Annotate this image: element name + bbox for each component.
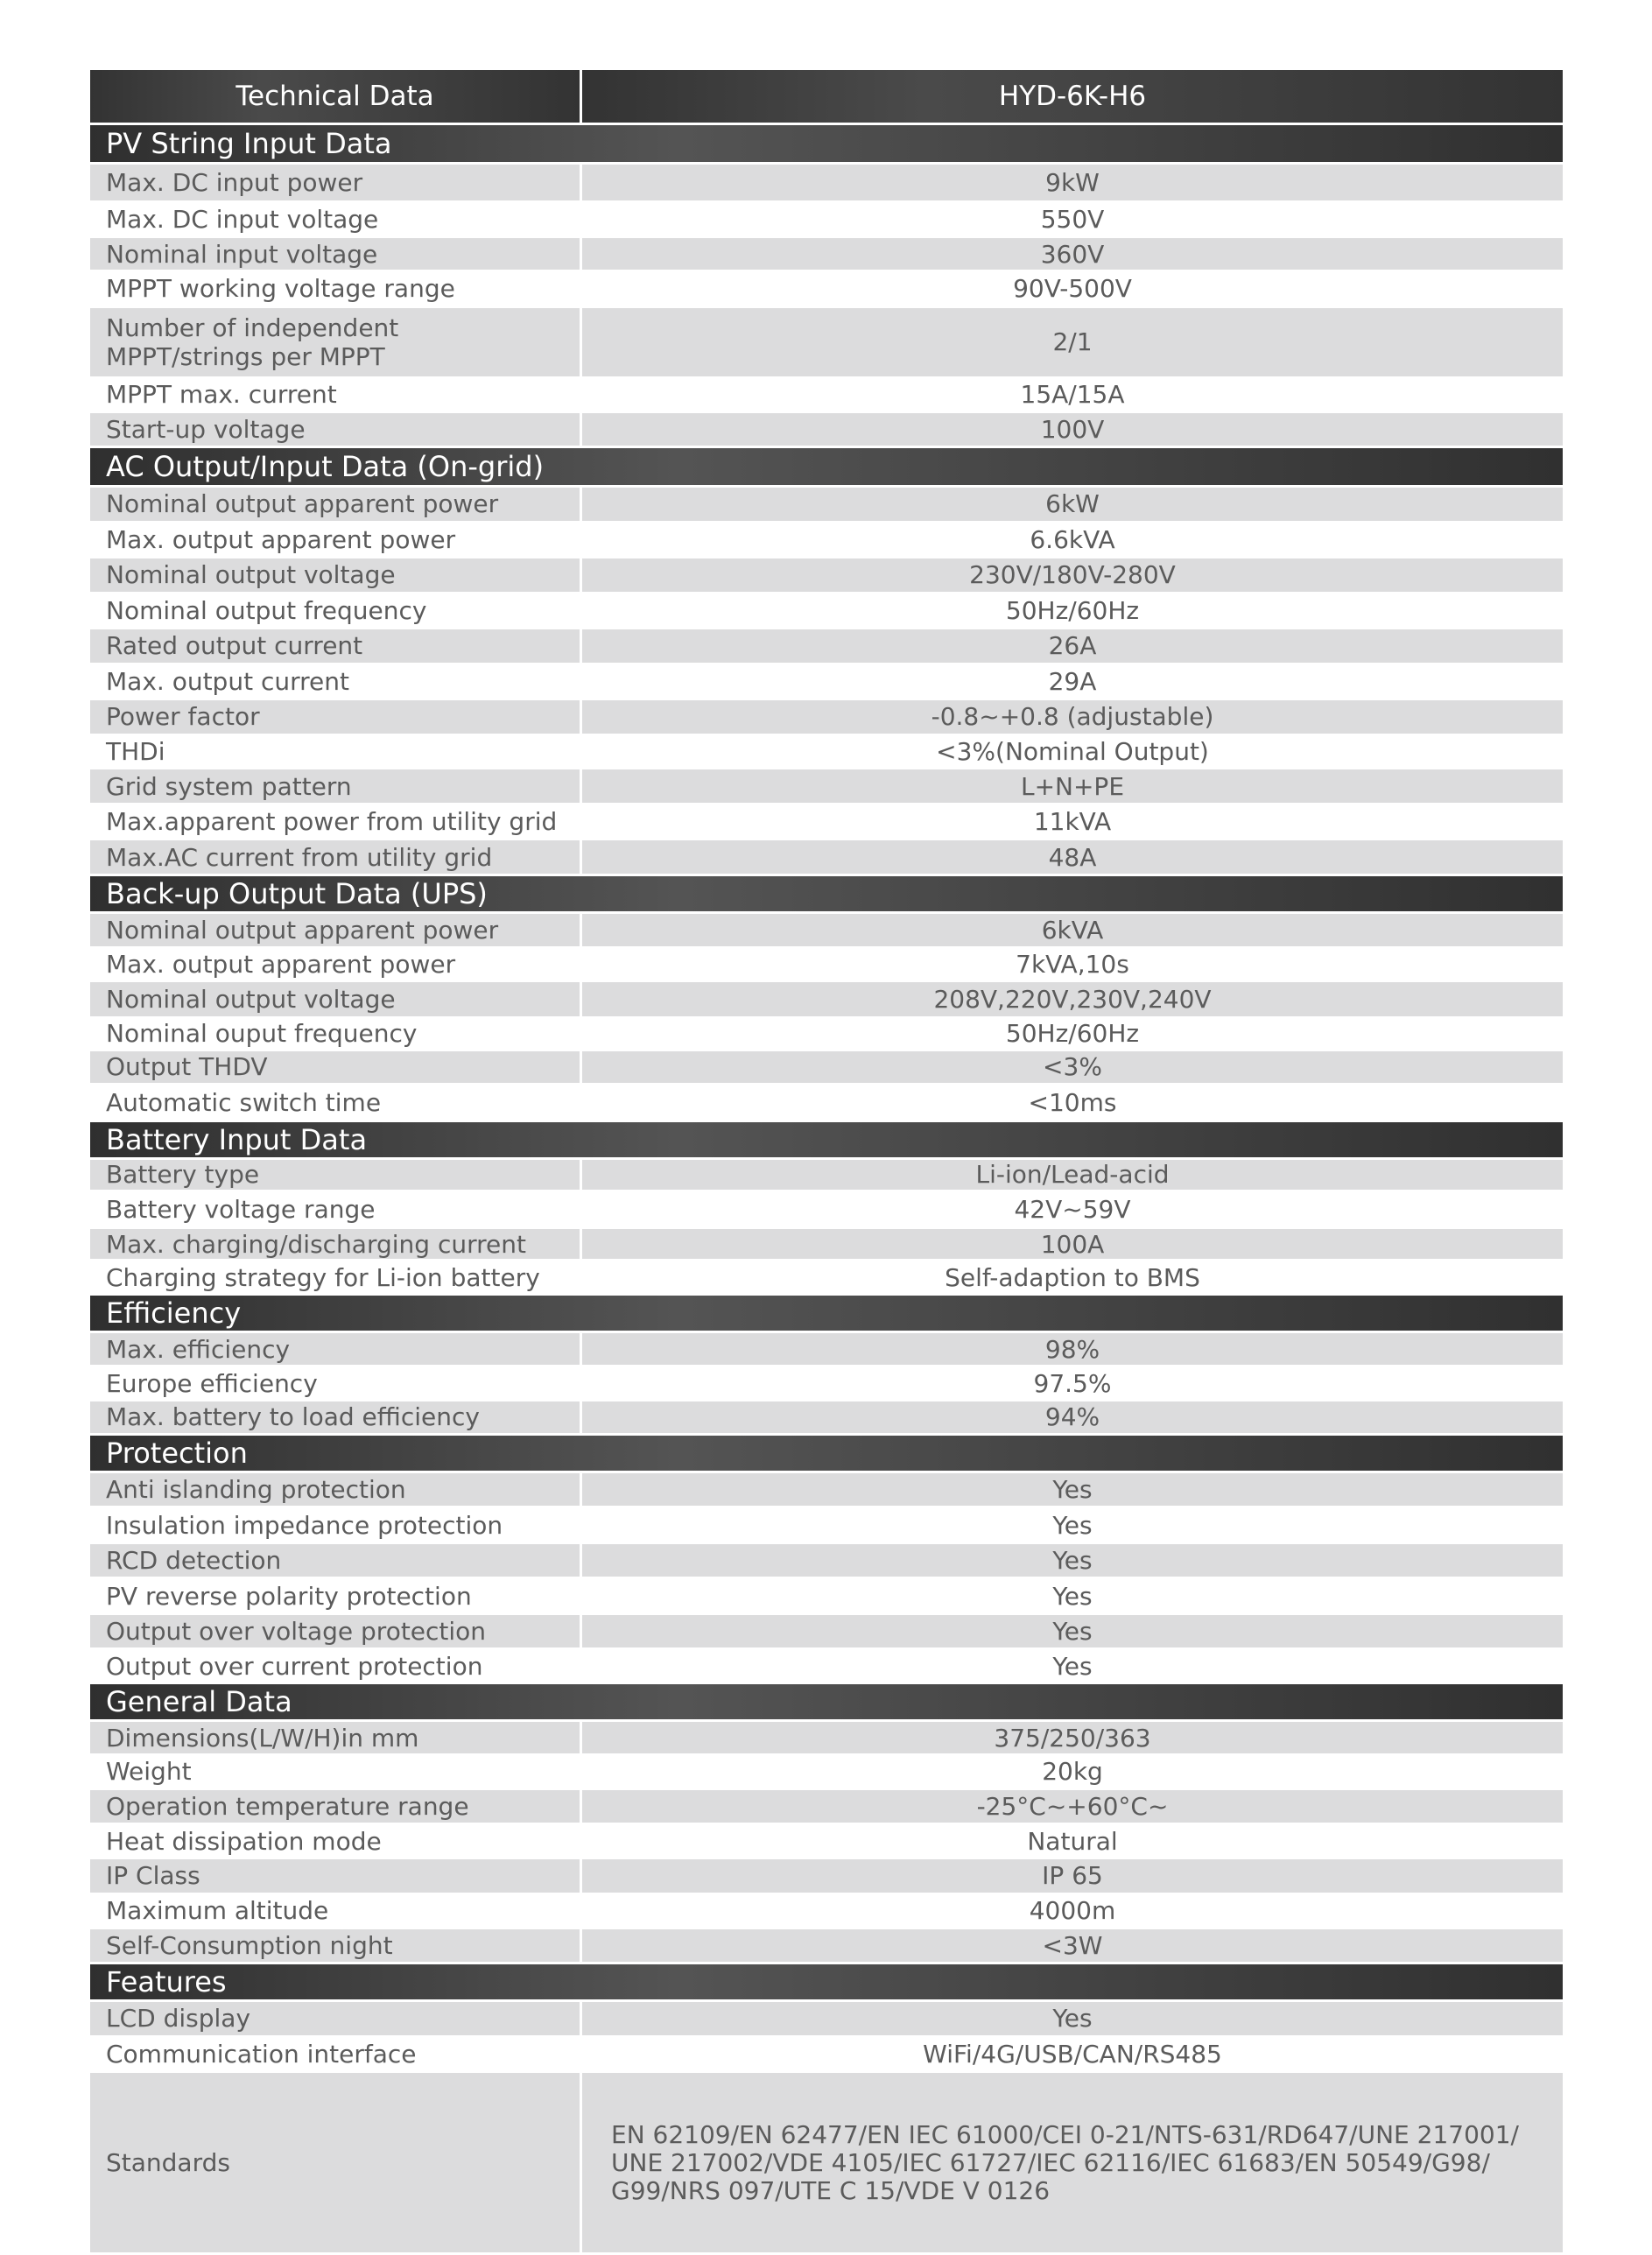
- table-body: [90, 125, 1563, 2252]
- row-value: 230V/180V-280V: [582, 558, 1563, 591]
- row-value: 20kg: [1042, 1757, 1103, 1787]
- table-header: [90, 70, 1563, 123]
- row-label: Max. charging/discharging current: [90, 1229, 580, 1259]
- row-value: Yes: [582, 1544, 1563, 1577]
- table-row: [90, 1895, 1563, 1927]
- row-value: Yes: [1052, 1651, 1093, 1681]
- row-label: Nominal ouput frequency: [106, 1019, 418, 1049]
- row-label: Start-up voltage: [90, 413, 580, 446]
- row-value: 48A: [582, 840, 1563, 873]
- table-row: [90, 1019, 1563, 1049]
- row-label: MPPT max. current: [106, 380, 337, 410]
- section-title: Efficiency: [90, 1296, 1563, 1331]
- row-value: 550V: [1040, 204, 1105, 234]
- row-label: Weight: [106, 1757, 192, 1787]
- table-row: [90, 736, 1563, 768]
- row-value: 4000m: [1029, 1896, 1116, 1926]
- table-row: [90, 1367, 1563, 1399]
- row-label: Max. output apparent power: [106, 524, 456, 554]
- section-title: Back-up Output Data (UPS): [90, 876, 1563, 911]
- row-value: -0.8~+0.8 (adjustable): [582, 700, 1563, 733]
- row-value: 15A/15A: [1020, 380, 1125, 410]
- row-value: 6kW: [582, 488, 1563, 520]
- row-value: 97.5%: [1033, 1368, 1112, 1398]
- table-row: [90, 629, 1563, 662]
- table-row: [90, 203, 1563, 235]
- section-title: Battery Input Data: [90, 1122, 1563, 1157]
- table-row: [90, 840, 1563, 873]
- table-row: [90, 1790, 1563, 1823]
- row-label: Grid system pattern: [90, 769, 580, 802]
- row-label: Max. output apparent power: [106, 949, 456, 979]
- table-row: [90, 805, 1563, 838]
- row-label: Europe efficiency: [106, 1368, 318, 1398]
- row-value: 50Hz/60Hz: [1005, 595, 1140, 625]
- row-label: Nominal output apparent power: [90, 488, 580, 520]
- row-label: Power factor: [90, 700, 580, 733]
- row-label: IP Class: [90, 1859, 580, 1892]
- row-label: Automatic switch time: [106, 1087, 382, 1117]
- row-label: Nominal output voltage: [90, 558, 580, 591]
- row-label: Output over voltage protection: [90, 1615, 580, 1647]
- table-row: [90, 1229, 1563, 1259]
- row-value: Self-adaption to BMS: [945, 1262, 1200, 1292]
- table-row: [90, 1051, 1563, 1083]
- row-label: Operation temperature range: [90, 1790, 580, 1823]
- row-label: Max. DC input voltage: [106, 204, 379, 234]
- row-value: <3%: [582, 1051, 1563, 1083]
- row-value: 94%: [582, 1401, 1563, 1433]
- table-row: [90, 700, 1563, 733]
- table-row: [90, 523, 1563, 556]
- row-label: Max. efficiency: [90, 1333, 580, 1365]
- row-label: Heat dissipation mode: [106, 1826, 382, 1856]
- row-value: IP 65: [582, 1859, 1563, 1892]
- row-label: Nominal input voltage: [90, 238, 580, 270]
- table-row: [90, 379, 1563, 411]
- row-label: Output over current protection: [106, 1651, 483, 1681]
- row-label: Output THDV: [90, 1051, 580, 1083]
- row-value: 9kW: [582, 165, 1563, 200]
- row-value: 360V: [582, 238, 1563, 270]
- row-value: Li-ion/Lead-acid: [582, 1160, 1563, 1190]
- row-value: L+N+PE: [582, 769, 1563, 802]
- table-row: [90, 1544, 1563, 1577]
- table-row: [90, 1192, 1563, 1226]
- row-value: 50Hz/60Hz: [1005, 1019, 1140, 1049]
- row-value: 29A: [1048, 666, 1097, 696]
- row-label: PV reverse polarity protection: [106, 1581, 472, 1611]
- row-value: <3%(Nominal Output): [936, 736, 1209, 766]
- row-label: Max. output current: [106, 666, 349, 696]
- row-value: 375/250/363: [582, 1722, 1563, 1753]
- row-label: Battery voltage range: [106, 1195, 376, 1225]
- row-label: Standards: [90, 2073, 580, 2252]
- table-row: [90, 2038, 1563, 2070]
- table-row: [90, 238, 1563, 270]
- header-model: HYD-6K-H6: [582, 70, 1563, 123]
- row-value: EN 62109/EN 62477/EN IEC 61000/CEI 0-21/NTS-631/RD647/UNE 217001/ UNE 217002/VDE 4105/IEC 61727/IEC 62116/IEC 61683/EN 50549/G98/ G99/NRS 097/UTE C 15/VDE V 0126: [582, 2073, 1563, 2252]
- row-label: Insulation impedance protection: [106, 1510, 503, 1540]
- row-label: Number of independent MPPT/strings per MPPT: [90, 308, 580, 376]
- table-row: [90, 558, 1563, 591]
- row-value: 98%: [582, 1333, 1563, 1365]
- table-row: [90, 1825, 1563, 1857]
- row-label: Max.apparent power from utility grid: [106, 807, 558, 837]
- table-row: [90, 413, 1563, 446]
- row-value: <3W: [582, 1929, 1563, 1962]
- section-title: Features: [90, 1964, 1563, 1999]
- table-row: [90, 1333, 1563, 1365]
- row-value: -25°C~+60°C~: [582, 1790, 1563, 1823]
- row-label: Dimensions(L/W/H)in mm: [90, 1722, 580, 1753]
- table-row: [90, 1160, 1563, 1190]
- row-value: Yes: [582, 1615, 1563, 1647]
- row-value: 100A: [582, 1229, 1563, 1259]
- table-row: [90, 949, 1563, 979]
- row-label: Charging strategy for Li-ion battery: [106, 1262, 540, 1292]
- row-label: LCD display: [90, 2002, 580, 2034]
- row-value: 7kVA,10s: [1016, 949, 1129, 979]
- table-row: [90, 665, 1563, 698]
- table-row: [90, 1859, 1563, 1892]
- row-value: 2/1: [582, 308, 1563, 376]
- table-row: [90, 1261, 1563, 1293]
- row-label: Battery type: [90, 1160, 580, 1190]
- row-label: MPPT working voltage range: [106, 274, 455, 304]
- row-label: RCD detection: [90, 1544, 580, 1577]
- table-row: [90, 488, 1563, 520]
- table-row: [90, 982, 1563, 1016]
- table-row: [90, 594, 1563, 627]
- section-title: General Data: [90, 1684, 1563, 1719]
- row-label: Communication interface: [106, 2039, 417, 2069]
- table-row: [90, 1508, 1563, 1541]
- table-row: [90, 1756, 1563, 1788]
- section-title: PV String Input Data: [90, 125, 1563, 162]
- row-label: Self-Consumption night: [90, 1929, 580, 1962]
- row-value: WiFi/4G/USB/CAN/RS485: [923, 2039, 1222, 2069]
- row-label: Rated output current: [90, 629, 580, 662]
- row-value: 90V-500V: [1013, 274, 1132, 304]
- row-value: Yes: [582, 1473, 1563, 1506]
- row-value: Natural: [1027, 1826, 1118, 1856]
- row-value: 6kVA: [582, 914, 1563, 946]
- row-label: Anti islanding protection: [90, 1473, 580, 1506]
- table-row: [90, 165, 1563, 200]
- header-label: Technical Data: [90, 70, 580, 123]
- table-row: [90, 914, 1563, 946]
- section-title: AC Output/Input Data (On-grid): [90, 448, 1563, 485]
- table-row: [90, 2073, 1563, 2252]
- row-value: Yes: [1052, 1581, 1093, 1611]
- table-row: [90, 1085, 1563, 1120]
- table-row: [90, 1650, 1563, 1682]
- row-label: Nominal output apparent power: [90, 914, 580, 946]
- row-label: Nominal output frequency: [106, 595, 427, 625]
- row-value: 6.6kVA: [1030, 524, 1115, 554]
- row-value: <10ms: [1028, 1087, 1117, 1117]
- table-row: [90, 1579, 1563, 1612]
- row-label: Max. battery to load efficiency: [90, 1401, 580, 1433]
- row-value: 11kVA: [1033, 807, 1112, 837]
- table-row: [90, 769, 1563, 802]
- row-label: Maximum altitude: [106, 1896, 329, 1926]
- row-label: Nominal output voltage: [90, 982, 580, 1016]
- table-row: [90, 1929, 1563, 1962]
- row-value: 100V: [582, 413, 1563, 446]
- row-value: Yes: [582, 2002, 1563, 2034]
- table-row: [90, 2002, 1563, 2034]
- row-value: 42V~59V: [1014, 1195, 1131, 1225]
- table-row: [90, 272, 1563, 305]
- table-row: [90, 308, 1563, 376]
- row-label: Max. DC input power: [90, 165, 580, 200]
- row-value: 208V,220V,230V,240V: [582, 982, 1563, 1016]
- table-row: [90, 1615, 1563, 1647]
- table-row: [90, 1401, 1563, 1433]
- table-row: [90, 1722, 1563, 1753]
- table-row: [90, 1473, 1563, 1506]
- row-label: THDi: [106, 736, 165, 766]
- row-value: Yes: [1052, 1510, 1093, 1540]
- row-value: 26A: [582, 629, 1563, 662]
- row-label: Max.AC current from utility grid: [90, 840, 580, 873]
- spec-table: [90, 70, 1563, 2255]
- section-title: Protection: [90, 1436, 1563, 1471]
